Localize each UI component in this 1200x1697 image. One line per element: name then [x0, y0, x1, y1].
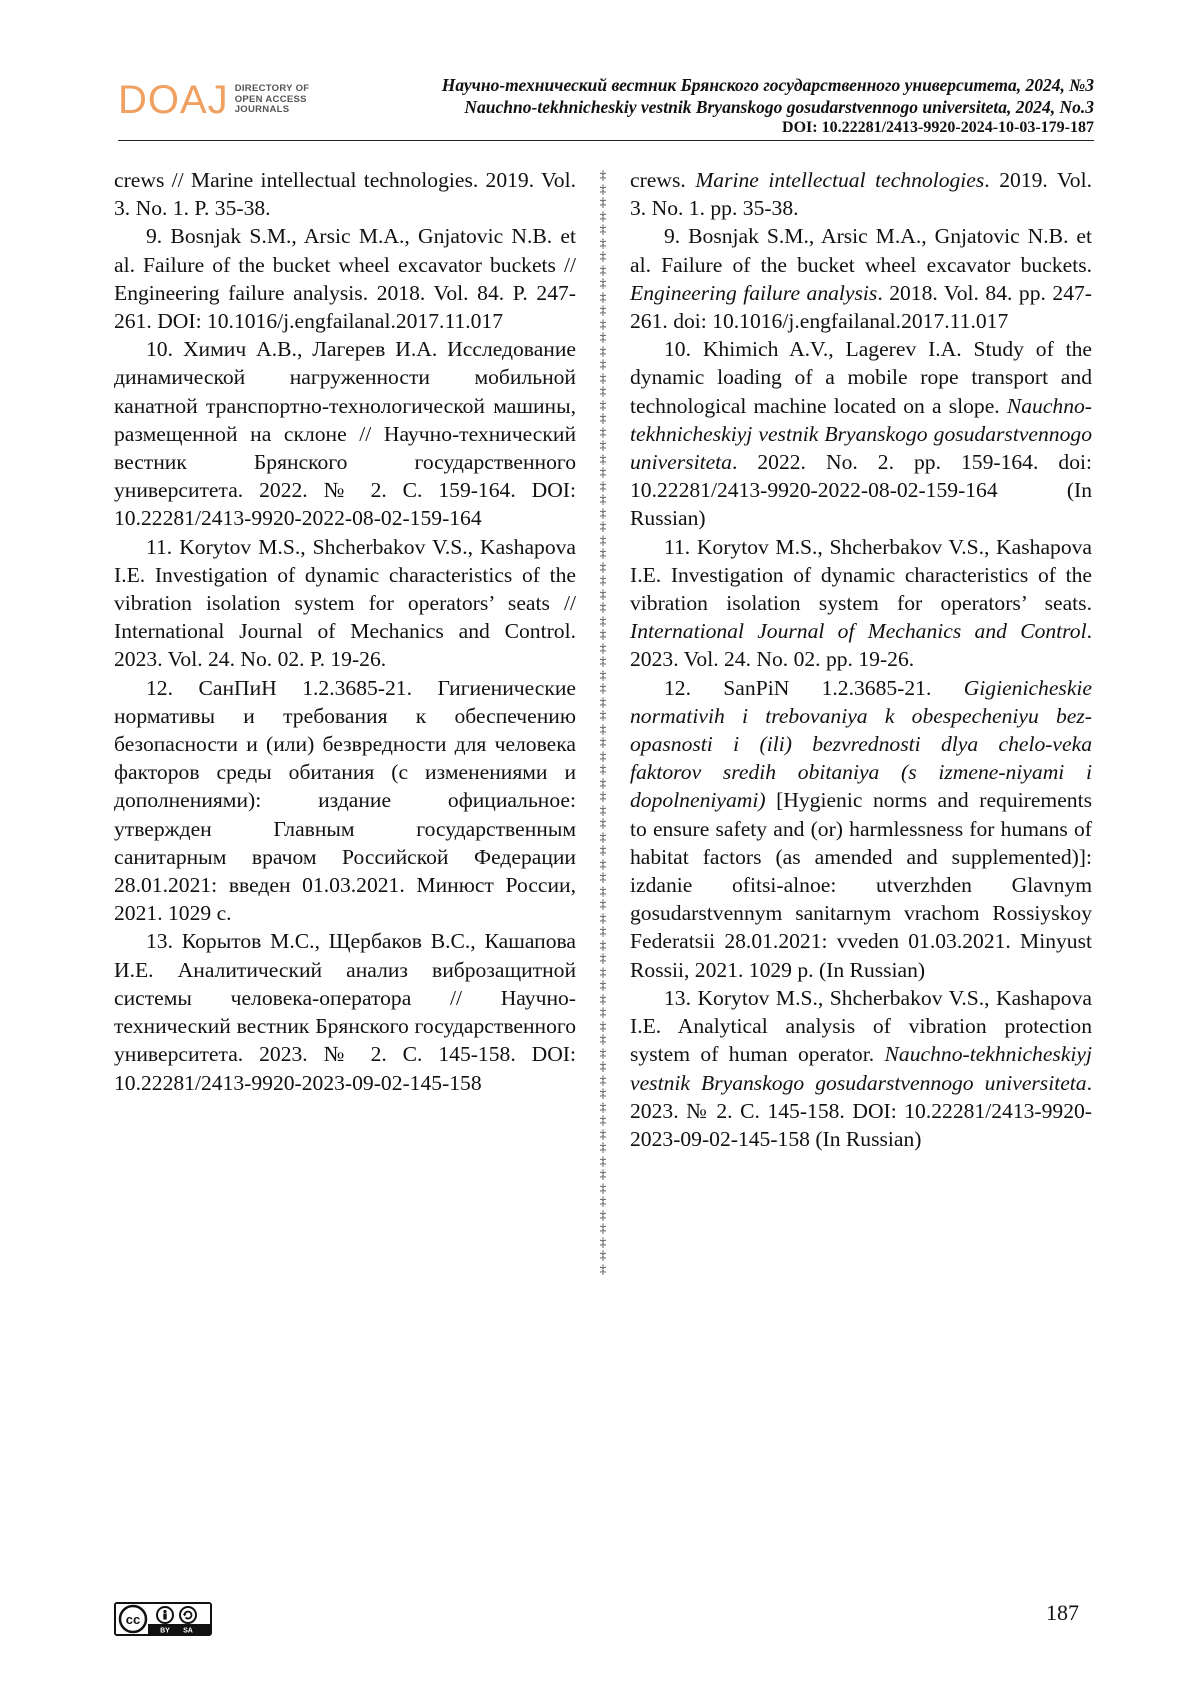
- divider-glyph: ‡: [600, 276, 607, 290]
- divider-glyph: ‡: [600, 1235, 607, 1249]
- divider-glyph: ‡: [600, 546, 607, 560]
- divider-glyph: ‡: [600, 911, 607, 925]
- divider-glyph: ‡: [600, 1032, 607, 1046]
- divider-glyph: ‡: [600, 1194, 607, 1208]
- divider-glyph: ‡: [600, 627, 607, 641]
- reference-item: 9. Bosnjak S.M., Arsic M.A., Gnjatovic N.B. et al. Failure of the bucket wheel excava­tor buckets // Engineering failure analysis. 2018. Vol. 84. P. 247-261. DOI: 10.1016/j.engfailanal.2017.11.017: [114, 222, 576, 335]
- journal-title-en: Nauchno-tekhnicheskiy vestnik Bryanskogo gosudarstvennogo universiteta, 2024, No.3: [442, 96, 1094, 118]
- divider-glyph: ‡: [600, 533, 607, 547]
- divider-glyph: ‡: [600, 1167, 607, 1181]
- divider-glyph: ‡: [600, 857, 607, 871]
- cc-by-sa-license-badge[interactable]: [114, 1602, 212, 1636]
- page-number: 187: [1046, 1600, 1079, 1626]
- divider-glyph: ‡: [600, 1019, 607, 1033]
- reference-item: 13. Korytov M.S., Shcherbakov V.S., Kashapova I.E. Analytical analysis of vibration protection system of human operator. Nauchno-tekhnicheskiyj vestnik Bryanskogo gosudarstvennogo universiteta. 2023. № 2. С. 145-158. DOI: 10.22281/2413-9920-2023-09-02-145-158 (In Russian): [630, 984, 1092, 1153]
- divider-glyph: ‡: [600, 897, 607, 911]
- reference-item: 10. Khimich A.V., Lagerev I.A. Study of the dynamic loading of a mobile rope transport and technological machine located on a slope. Nauchno-tekhnicheskiyj vestnik Bryanskogo gosudarstvennogo universiteta. 2022. No. 2. pp. 159-164. doi: 10.22281/2413-9920-2022-08-02-159-164 (In Russian): [630, 335, 1092, 532]
- divider-glyph: ‡: [600, 938, 607, 952]
- divider-glyph: ‡: [600, 816, 607, 830]
- doaj-logo-subtitle: DIRECTORY OF OPEN ACCESS JOURNALS: [235, 84, 310, 116]
- divider-glyph: ‡: [600, 506, 607, 520]
- reference-item: crews // Marine intellectual technologies. 2019. Vol. 3. No. 1. P. 35-38.: [114, 166, 576, 222]
- divider-glyph: ‡: [600, 236, 607, 250]
- divider-glyph: ‡: [600, 803, 607, 817]
- divider-glyph: ‡: [600, 992, 607, 1006]
- divider-glyph: ‡: [600, 465, 607, 479]
- divider-glyph: ‡: [600, 1073, 607, 1087]
- divider-glyph: ‡: [600, 560, 607, 574]
- divider-glyph: ‡: [600, 330, 607, 344]
- svg-text:cc: cc: [126, 1612, 140, 1627]
- divider-glyph: ‡: [600, 573, 607, 587]
- divider-glyph: ‡: [600, 371, 607, 385]
- divider-glyph: ‡: [600, 884, 607, 898]
- reference-item: 12. СанПиН 1.2.3685-21. Гигиенические нормативы и требования к обеспечению безопасности и (или) безвредности для че­ловека факторов среды обитания (с измене­ниями и дополнениями): издание офици­альное: утвержден Главным государствен­ным санитарным врачом Российской Феде­рации 28.01.2021: введен 01.03.2021. Мин­юст России, 2021. 1029 с.: [114, 674, 576, 928]
- divider-glyph: ‡: [600, 344, 607, 358]
- divider-glyph: ‡: [600, 654, 607, 668]
- divider-glyph: ‡: [600, 735, 607, 749]
- article-doi[interactable]: DOI: 10.22281/2413-9920-2024-10-03-179-187: [442, 118, 1094, 138]
- divider-glyph: ‡: [600, 290, 607, 304]
- divider-glyph: ‡: [600, 1154, 607, 1168]
- divider-glyph: ‡: [600, 222, 607, 236]
- divider-glyph: ‡: [600, 249, 607, 263]
- divider-glyph: ‡: [600, 749, 607, 763]
- references-ru-column: [114, 166, 576, 1097]
- divider-glyph: ‡: [600, 722, 607, 736]
- divider-glyph: ‡: [600, 870, 607, 884]
- doaj-logo-word: DOAJ: [118, 80, 229, 120]
- divider-glyph: ‡: [600, 708, 607, 722]
- divider-glyph: ‡: [600, 1059, 607, 1073]
- divider-glyph: ‡: [600, 303, 607, 317]
- divider-glyph: ‡: [600, 479, 607, 493]
- divider-glyph: ‡: [600, 776, 607, 790]
- divider-glyph: ‡: [600, 1127, 607, 1141]
- doaj-logo[interactable]: [118, 78, 309, 122]
- journal-title-ru: Научно-технический вестник Брянского государственного университета, 2024, №3: [442, 74, 1094, 96]
- divider-glyph: ‡: [600, 951, 607, 965]
- divider-glyph: ‡: [600, 1262, 607, 1276]
- svg-text:BY: BY: [160, 1628, 170, 1635]
- reference-item: 13. Корытов М.С., Щербаков В.С., Ка­шапова И.Е. Аналитический анализ вибро­защитной системы человека-оператора // Научно-технический вестник Брянского государственного университета. 2023. № 2. С. 145-158. DOI: 10.22281/2413-9920-2023-09-02-145-158: [114, 927, 576, 1096]
- cc-by-sa-icon: [116, 1604, 210, 1634]
- divider-glyph: ‡: [600, 695, 607, 709]
- divider-glyph: ‡: [600, 1046, 607, 1060]
- svg-text:SA: SA: [183, 1628, 193, 1635]
- divider-glyph: ‡: [600, 587, 607, 601]
- divider-glyph: ‡: [600, 1248, 607, 1262]
- divider-glyph: ‡: [600, 357, 607, 371]
- divider-glyph: ‡: [600, 762, 607, 776]
- divider-glyph: ‡: [600, 182, 607, 196]
- journal-title-block: [442, 74, 1094, 138]
- reference-item: 12. SanPiN 1.2.3685-21. Gigienicheskie normativih i trebovaniya k obespecheniyu bez­opasnosti i (ili) bezvrednosti dlya chelo-veka faktorov sredih obitaniya (s izmene-niyami i dopolneniyami) [Hygienic norms and require­ments to ensure safety and (or) harmlessness for humans of habitat factors (as amended and supplemented)]: izdanie ofitsi-alnoe: utverzhden Glavnym gosudarstvennym sanitarnym vrachom Rossiyskoy Federatsii 28.01.2021: vveden 01.03.2021. Minyust Rossii, 2021. 1029 p. (In Russian): [630, 674, 1092, 984]
- divider-glyph: ‡: [600, 317, 607, 331]
- divider-glyph: ‡: [600, 830, 607, 844]
- divider-glyph: ‡: [600, 492, 607, 506]
- divider-glyph: ‡: [600, 1100, 607, 1114]
- divider-glyph: ‡: [600, 843, 607, 857]
- divider-glyph: ‡: [600, 195, 607, 209]
- reference-item: 9. Bosnjak S.M., Arsic M.A., Gnjatovic N.B. et al. Failure of the bucket wheel excava­tor buckets. Engineering failure analysis. 2018. Vol. 84. pp. 247-261. doi: 10.1016/j.engfailanal.2017.11.017: [630, 222, 1092, 335]
- divider-glyph: ‡: [600, 425, 607, 439]
- divider-glyph: ‡: [600, 411, 607, 425]
- divider-glyph: ‡: [600, 1181, 607, 1195]
- divider-glyph: ‡: [600, 209, 607, 223]
- divider-glyph: ‡: [600, 1140, 607, 1154]
- column-divider: [596, 168, 610, 1266]
- divider-glyph: ‡: [600, 1221, 607, 1235]
- divider-glyph: ‡: [600, 438, 607, 452]
- divider-glyph: ‡: [600, 681, 607, 695]
- divider-glyph: ‡: [600, 978, 607, 992]
- page-header: [118, 74, 1094, 140]
- reference-item: crews. Marine intellectual technologies. 2019. Vol. 3. No. 1. pp. 35-38.: [630, 166, 1092, 222]
- divider-glyph: ‡: [600, 452, 607, 466]
- divider-glyph: ‡: [600, 519, 607, 533]
- references-en-column: [630, 166, 1092, 1153]
- divider-glyph: ‡: [600, 1086, 607, 1100]
- reference-item: 10. Химич А.В., Лагерев И.А. Исследо­вание динамической нагруженности мо­бильной канатной транспортно-технологической машины, размещенной на склоне // Научно-технический вестник Брянского государственного университета. 2022. № 2. С. 159-164. DOI: 10.22281/2413-9920-2022-08-02-159-164: [114, 335, 576, 532]
- divider-glyph: ‡: [600, 1005, 607, 1019]
- divider-glyph: ‡: [600, 1113, 607, 1127]
- divider-glyph: ‡: [600, 614, 607, 628]
- divider-glyph: ‡: [600, 384, 607, 398]
- divider-glyph: ‡: [600, 789, 607, 803]
- divider-glyph: ‡: [600, 168, 607, 182]
- reference-item: 11. Korytov M.S., Shcherbakov V.S., Kashapova I.E. Investigation of dynamic char­acteristics of the vibration isolation system for operators’ seats. International Journal of Me­chanics and Control. 2023. Vol. 24. No. 02. pp. 19-26.: [630, 533, 1092, 674]
- divider-glyph: ‡: [600, 1208, 607, 1222]
- divider-glyph: ‡: [600, 398, 607, 412]
- reference-item: 11. Korytov M.S., Shcherbakov V.S., Kashapova I.E. Investigation of dynamic char­acteristics of the vibration isolation system for operators’ seats // International Journal of Me­chanics and Control. 2023. Vol. 24. No. 02. P. 19-26.: [114, 533, 576, 674]
- divider-glyph: ‡: [600, 600, 607, 614]
- divider-glyph: ‡: [600, 668, 607, 682]
- divider-glyph: ‡: [600, 641, 607, 655]
- divider-glyph: ‡: [600, 965, 607, 979]
- divider-glyph: ‡: [600, 924, 607, 938]
- divider-glyph: ‡: [600, 263, 607, 277]
- header-rule: [118, 140, 1094, 141]
